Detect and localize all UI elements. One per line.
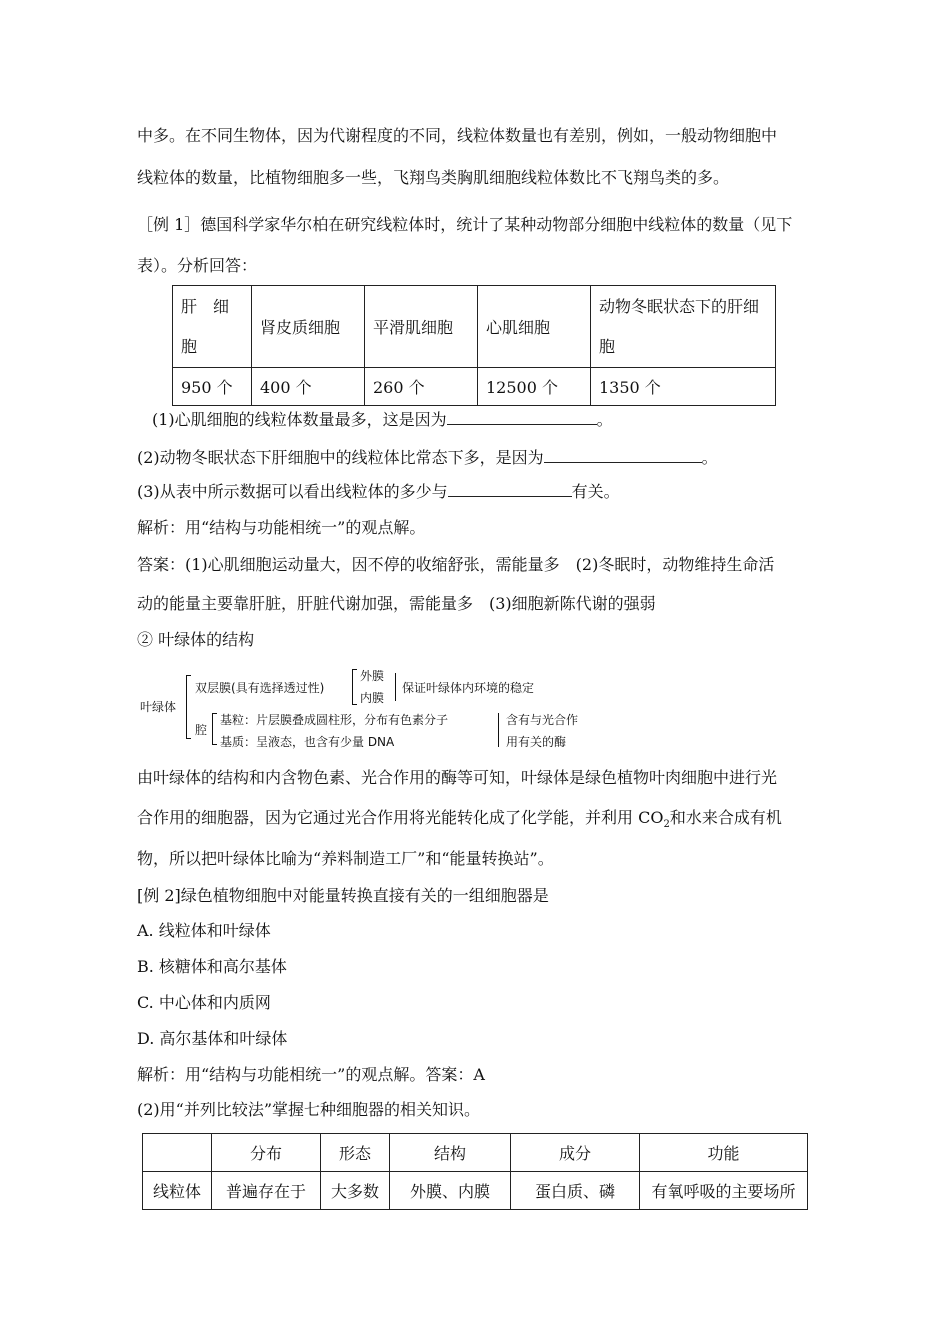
example1-line-1: ［例 1］德国科学家华尔柏在研究线粒体时，统计了某种动物部分细胞中线粒体的数量（见下 xyxy=(137,215,793,234)
table2-row-cell: 蛋白质、磷 xyxy=(511,1172,640,1210)
root-brace xyxy=(186,675,191,739)
diagram-enzyme-line-2: 用有关的酶 xyxy=(506,735,567,749)
table2-row-cell: 普遍存在于 xyxy=(212,1172,321,1210)
diagram-enzyme-line-1: 含有与光合作 xyxy=(506,713,579,727)
table-value-cell: 1350 个 xyxy=(591,368,776,406)
analysis-1: 解析：用“结构与功能相统一”的观点解。 xyxy=(137,518,426,537)
question-2-text: (2)动物冬眠状态下肝细胞中的线粒体比常态下多，是因为 xyxy=(137,448,544,467)
table-header-cell: 动物冬眠状态下的肝细胞 xyxy=(591,286,776,368)
diagram-outer-label: 外膜 xyxy=(360,669,385,683)
table-value-cell: 950 个 xyxy=(173,368,252,406)
chloroplast-para-line-2-post: 和水来合成有机 xyxy=(669,808,782,827)
chloroplast-para-line-2-pre: 合作用的细胞器，因为它通过光合作用将光能转化成了化学能，并利用 CO xyxy=(137,808,664,827)
diagram-inner-label: 内膜 xyxy=(360,691,385,705)
answer-1-line-2: 动的能量主要靠肝脏，肝脏代谢加强，需能量多 (3)细胞新陈代谢的强弱 xyxy=(137,594,656,613)
diagram-cavity-label: 腔 xyxy=(195,723,208,737)
question-1-end: 。 xyxy=(596,410,613,429)
diagram-root-label: 叶绿体 xyxy=(140,700,177,714)
table-value-cell: 12500 个 xyxy=(478,368,591,406)
question-1-text: (1)心肌细胞的线粒体数量最多，这是因为 xyxy=(152,410,447,429)
question-3-text: (3)从表中所示数据可以看出线粒体的多少与 xyxy=(137,482,448,501)
chloroplast-structure-diagram xyxy=(140,665,600,750)
co2-subscript: 2 xyxy=(663,819,670,831)
example1-line-2: 表）。分析回答： xyxy=(137,256,258,275)
answer-blank-3[interactable] xyxy=(448,482,572,497)
diagram-membrane-function: 保证叶绿体内环境的稳定 xyxy=(402,681,535,695)
table2-header-cell: 功能 xyxy=(640,1134,808,1172)
table-value-cell: 400 个 xyxy=(252,368,365,406)
example2-option-b: B. 核糖体和高尔基体 xyxy=(137,957,287,976)
chloroplast-heading: ② 叶绿体的结构 xyxy=(137,630,255,649)
table-header-cell: 肝 细胞 xyxy=(173,286,252,368)
answer-blank-2[interactable] xyxy=(544,448,702,463)
intro-line-1: 中多。在不同生物体，因为代谢程度的不同，线粒体数量也有差别，例如，一般动物细胞中 xyxy=(137,126,778,145)
table-header-cell: 心肌细胞 xyxy=(478,286,591,368)
table2-header-cell: 形态 xyxy=(321,1134,390,1172)
table-header-cell: 肾皮质细胞 xyxy=(252,286,365,368)
question-3-end: 有关。 xyxy=(571,482,620,501)
answer-blank-1[interactable] xyxy=(447,410,597,425)
table2-row-cell: 大多数 xyxy=(321,1172,390,1210)
enzyme-brace xyxy=(498,713,503,747)
question-3 xyxy=(137,482,620,502)
membrane-function-brace xyxy=(395,673,400,701)
chloroplast-para-line-1: 由叶绿体的结构和内含物色素、光合作用的酶等可知，叶绿体是绿色植物叶肉细胞中进行光 xyxy=(137,768,778,787)
table2-header-cell xyxy=(143,1134,212,1172)
chloroplast-para-line-2 xyxy=(137,808,782,835)
intro-line-2: 线粒体的数量，比植物细胞多一些，飞翔鸟类胸肌细胞线粒体数比不飞翔鸟类的多。 xyxy=(137,168,730,187)
diagram-grana-label: 基粒：片层膜叠成圆柱形，分布有色素分子 xyxy=(220,713,449,727)
section2-intro: (2)用“并列比较法”掌握七种细胞器的相关知识。 xyxy=(137,1100,481,1119)
cavity-brace xyxy=(212,713,217,745)
question-2-end: 。 xyxy=(701,448,718,467)
chloroplast-para-line-3: 物，所以把叶绿体比喻为“养料制造工厂”和“能量转换站”。 xyxy=(137,849,554,868)
question-2 xyxy=(137,448,718,468)
example2-analysis: 解析：用“结构与功能相统一”的观点解。答案：A xyxy=(137,1065,485,1084)
table2-header-cell: 成分 xyxy=(511,1134,640,1172)
table2-header-cell: 结构 xyxy=(390,1134,511,1172)
table2-row-cell: 外膜、内膜 xyxy=(390,1172,511,1210)
example2-option-a: A. 线粒体和叶绿体 xyxy=(137,921,271,940)
table2-row-cell: 有氧呼吸的主要场所 xyxy=(640,1172,808,1210)
table-value-cell: 260 个 xyxy=(365,368,478,406)
diagram-stroma-label: 基质：呈液态，也含有少量 DNA xyxy=(220,735,395,749)
example2-option-d: D. 高尔基体和叶绿体 xyxy=(137,1029,288,1048)
question-1 xyxy=(152,410,613,430)
table-header-cell: 平滑肌细胞 xyxy=(365,286,478,368)
table2-header-cell: 分布 xyxy=(212,1134,321,1172)
example2-option-c: C. 中心体和内质网 xyxy=(137,993,271,1012)
membrane-brace xyxy=(352,669,357,705)
example2-question: [例 2]绿色植物细胞中对能量转换直接有关的一组细胞器是 xyxy=(137,886,549,905)
mitochondria-count-table xyxy=(172,285,776,406)
answer-1-line-1: 答案：(1)心肌细胞运动量大，因不停的收缩舒张，需能量多 (2)冬眠时，动物维持生命活 xyxy=(137,555,775,574)
diagram-membrane-label: 双层膜(具有选择透过性) xyxy=(195,681,325,695)
table2-row-cell: 线粒体 xyxy=(143,1172,212,1210)
organelle-comparison-table xyxy=(142,1133,808,1210)
